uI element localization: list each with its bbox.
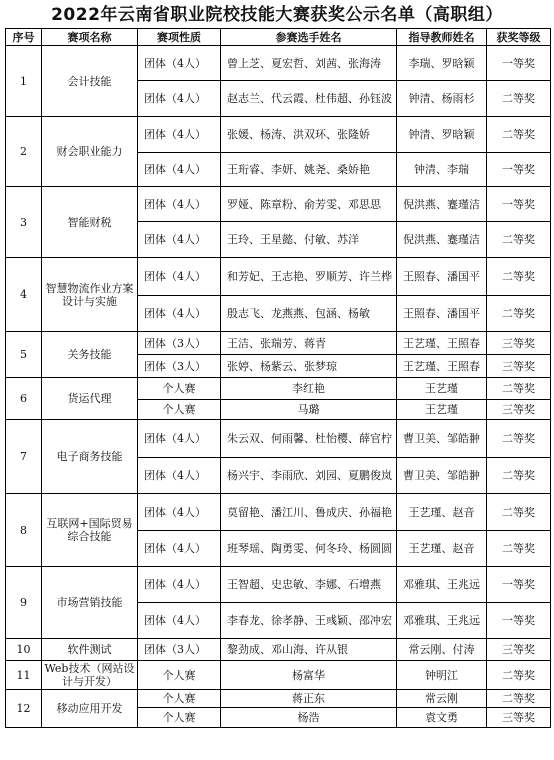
cell-teachers: 王艺瑾、赵音 — [397, 531, 487, 567]
cell-nature: 团体（4人） — [138, 81, 221, 117]
cell-students: 杨富华 — [221, 661, 397, 690]
cell-award: 一等奖 — [487, 153, 551, 187]
table-body — [6, 46, 551, 728]
cell-nature: 团体（3人） — [138, 355, 221, 378]
cell-award: 一等奖 — [487, 46, 551, 81]
cell-no: 11 — [6, 661, 42, 690]
cell-students: 王玲、王星懿、付敏、苏洋 — [221, 222, 397, 258]
table-row — [6, 378, 551, 400]
cell-event: 会计技能 — [42, 46, 138, 117]
cell-teachers: 倪洪燕、蹇瑾洁 — [397, 187, 487, 222]
cell-nature: 个人赛 — [138, 661, 221, 690]
cell-students: 和芳妃、王志艳、罗顺芳、许兰桦 — [221, 258, 397, 296]
cell-nature: 团体（3人） — [138, 639, 221, 661]
cell-students: 殷志飞、龙燕燕、包涵、杨敏 — [221, 296, 397, 332]
cell-no: 5 — [6, 332, 42, 378]
cell-no: 2 — [6, 117, 42, 187]
cell-award: 二等奖 — [487, 690, 551, 708]
cell-nature: 团体（4人） — [138, 420, 221, 458]
cell-award: 一等奖 — [487, 603, 551, 639]
cell-students: 班琴瑶、陶勇雯、何冬玲、杨圆圆 — [221, 531, 397, 567]
header-event: 赛项名称 — [42, 29, 138, 46]
cell-nature: 团体（4人） — [138, 187, 221, 222]
cell-teachers: 王艺瑾 — [397, 378, 487, 400]
cell-teachers: 邓雅琪、王兆远 — [397, 603, 487, 639]
header-students: 参赛选手姓名 — [221, 29, 397, 46]
cell-teachers: 王艺瑾、王照春 — [397, 332, 487, 355]
cell-award: 二等奖 — [487, 661, 551, 690]
cell-students: 张媛、杨涛、洪双环、张隆娇 — [221, 117, 397, 153]
cell-nature: 个人赛 — [138, 400, 221, 420]
cell-nature: 团体（4人） — [138, 117, 221, 153]
cell-no: 8 — [6, 494, 42, 567]
table-row — [6, 639, 551, 661]
cell-students: 蒋正东 — [221, 690, 397, 708]
cell-students: 马璐 — [221, 400, 397, 420]
cell-students: 李春龙、徐孝静、王彧颖、邵冲宏 — [221, 603, 397, 639]
cell-students: 莫留艳、潘江川、鲁成庆、孙福艳 — [221, 494, 397, 531]
cell-event: Web技术（网站设计与开发） — [42, 661, 138, 690]
cell-event: 关务技能 — [42, 332, 138, 378]
award-table — [5, 28, 551, 728]
cell-teachers: 邓雅琪、王兆远 — [397, 567, 487, 603]
cell-award: 二等奖 — [487, 296, 551, 332]
cell-students: 曾上芝、夏宏哲、刘茜、张海涛 — [221, 46, 397, 81]
cell-award: 三等奖 — [487, 332, 551, 355]
cell-teachers: 王照春、潘国平 — [397, 258, 487, 296]
cell-teachers: 钟明江 — [397, 661, 487, 690]
cell-event: 智慧物流作业方案设计与实施 — [42, 258, 138, 332]
cell-nature: 团体（4人） — [138, 153, 221, 187]
cell-nature: 团体（4人） — [138, 222, 221, 258]
cell-teachers: 钟清、李瑞 — [397, 153, 487, 187]
cell-students: 杨浩 — [221, 708, 397, 728]
cell-teachers: 王艺瑾、赵音 — [397, 494, 487, 531]
cell-event: 软件测试 — [42, 639, 138, 661]
table-row — [6, 187, 551, 222]
cell-event: 互联网+国际贸易综合技能 — [42, 494, 138, 567]
cell-no: 1 — [6, 46, 42, 117]
header-no: 序号 — [6, 29, 42, 46]
header-teachers: 指导教师姓名 — [397, 29, 487, 46]
table-row — [6, 258, 551, 296]
cell-no: 10 — [6, 639, 42, 661]
cell-teachers: 李瑞、罗晗颖 — [397, 46, 487, 81]
cell-teachers: 王照春、潘国平 — [397, 296, 487, 332]
cell-students: 李红艳 — [221, 378, 397, 400]
table-row — [6, 494, 551, 531]
cell-award: 二等奖 — [487, 494, 551, 531]
cell-no: 3 — [6, 187, 42, 258]
cell-nature: 团体（3人） — [138, 332, 221, 355]
cell-event: 电子商务技能 — [42, 420, 138, 494]
cell-nature: 团体（4人） — [138, 567, 221, 603]
cell-no: 12 — [6, 690, 42, 728]
cell-teachers: 曹卫美、邹皓翀 — [397, 458, 487, 494]
cell-nature: 团体（4人） — [138, 603, 221, 639]
cell-event: 移动应用开发 — [42, 690, 138, 728]
cell-students: 罗娅、陈章粉、俞芳雯、邓思思 — [221, 187, 397, 222]
cell-event: 智能财税 — [42, 187, 138, 258]
cell-no: 7 — [6, 420, 42, 494]
cell-award: 三等奖 — [487, 355, 551, 378]
cell-teachers: 钟清、杨雨杉 — [397, 81, 487, 117]
cell-no: 4 — [6, 258, 42, 332]
cell-award: 三等奖 — [487, 639, 551, 661]
cell-nature: 团体（4人） — [138, 494, 221, 531]
cell-award: 三等奖 — [487, 400, 551, 420]
cell-students: 王智超、史忠敏、李娜、石增燕 — [221, 567, 397, 603]
cell-event: 财会职业能力 — [42, 117, 138, 187]
table-row — [6, 117, 551, 153]
table-row — [6, 690, 551, 708]
cell-teachers: 常云刚 — [397, 690, 487, 708]
cell-teachers: 王艺瑾 — [397, 400, 487, 420]
cell-students: 杨兴宇、李雨欣、刘园、夏鹏俊岚 — [221, 458, 397, 494]
header-nature: 赛项性质 — [138, 29, 221, 46]
table-row — [6, 661, 551, 690]
table-row — [6, 332, 551, 355]
cell-no: 6 — [6, 378, 42, 420]
cell-students: 王珩睿、李妍、姚尧、桑娇艳 — [221, 153, 397, 187]
table-row — [6, 567, 551, 603]
cell-award: 二等奖 — [487, 117, 551, 153]
header-award: 获奖等级 — [487, 29, 551, 46]
cell-nature: 个人赛 — [138, 690, 221, 708]
cell-teachers: 曹卫美、邹皓翀 — [397, 420, 487, 458]
cell-nature: 团体（4人） — [138, 531, 221, 567]
cell-event: 货运代理 — [42, 378, 138, 420]
cell-no: 9 — [6, 567, 42, 639]
table-row — [6, 420, 551, 458]
cell-teachers: 王艺瑾、王照春 — [397, 355, 487, 378]
cell-nature: 团体（4人） — [138, 46, 221, 81]
cell-students: 王洁、张瑞芳、蒋青 — [221, 332, 397, 355]
cell-award: 二等奖 — [487, 458, 551, 494]
cell-students: 朱云双、何雨馨、杜怡樱、薛官柠 — [221, 420, 397, 458]
cell-award: 三等奖 — [487, 708, 551, 728]
cell-award: 二等奖 — [487, 81, 551, 117]
cell-nature: 团体（4人） — [138, 458, 221, 494]
cell-award: 二等奖 — [487, 222, 551, 258]
cell-teachers: 袁文勇 — [397, 708, 487, 728]
page-title: 2022年云南省职业院校技能大赛获奖公示名单（高职组） — [51, 5, 503, 25]
cell-award: 二等奖 — [487, 378, 551, 400]
cell-award: 二等奖 — [487, 420, 551, 458]
cell-students: 赵志兰、代云霞、杜伟超、孙钰波 — [221, 81, 397, 117]
cell-award: 一等奖 — [487, 567, 551, 603]
cell-students: 张婷、杨紫云、张梦琼 — [221, 355, 397, 378]
table-row — [6, 46, 551, 81]
header-row — [6, 29, 551, 46]
cell-nature: 团体（4人） — [138, 258, 221, 296]
cell-nature: 个人赛 — [138, 708, 221, 728]
cell-event: 市场营销技能 — [42, 567, 138, 639]
cell-nature: 个人赛 — [138, 378, 221, 400]
cell-teachers: 倪洪燕、蹇瑾洁 — [397, 222, 487, 258]
cell-students: 黎劲成、邓山海、许从银 — [221, 639, 397, 661]
cell-teachers: 钟清、罗晗颖 — [397, 117, 487, 153]
cell-teachers: 常云刚、付涛 — [397, 639, 487, 661]
cell-award: 二等奖 — [487, 258, 551, 296]
cell-award: 一等奖 — [487, 187, 551, 222]
cell-award: 二等奖 — [487, 531, 551, 567]
cell-nature: 团体（4人） — [138, 296, 221, 332]
